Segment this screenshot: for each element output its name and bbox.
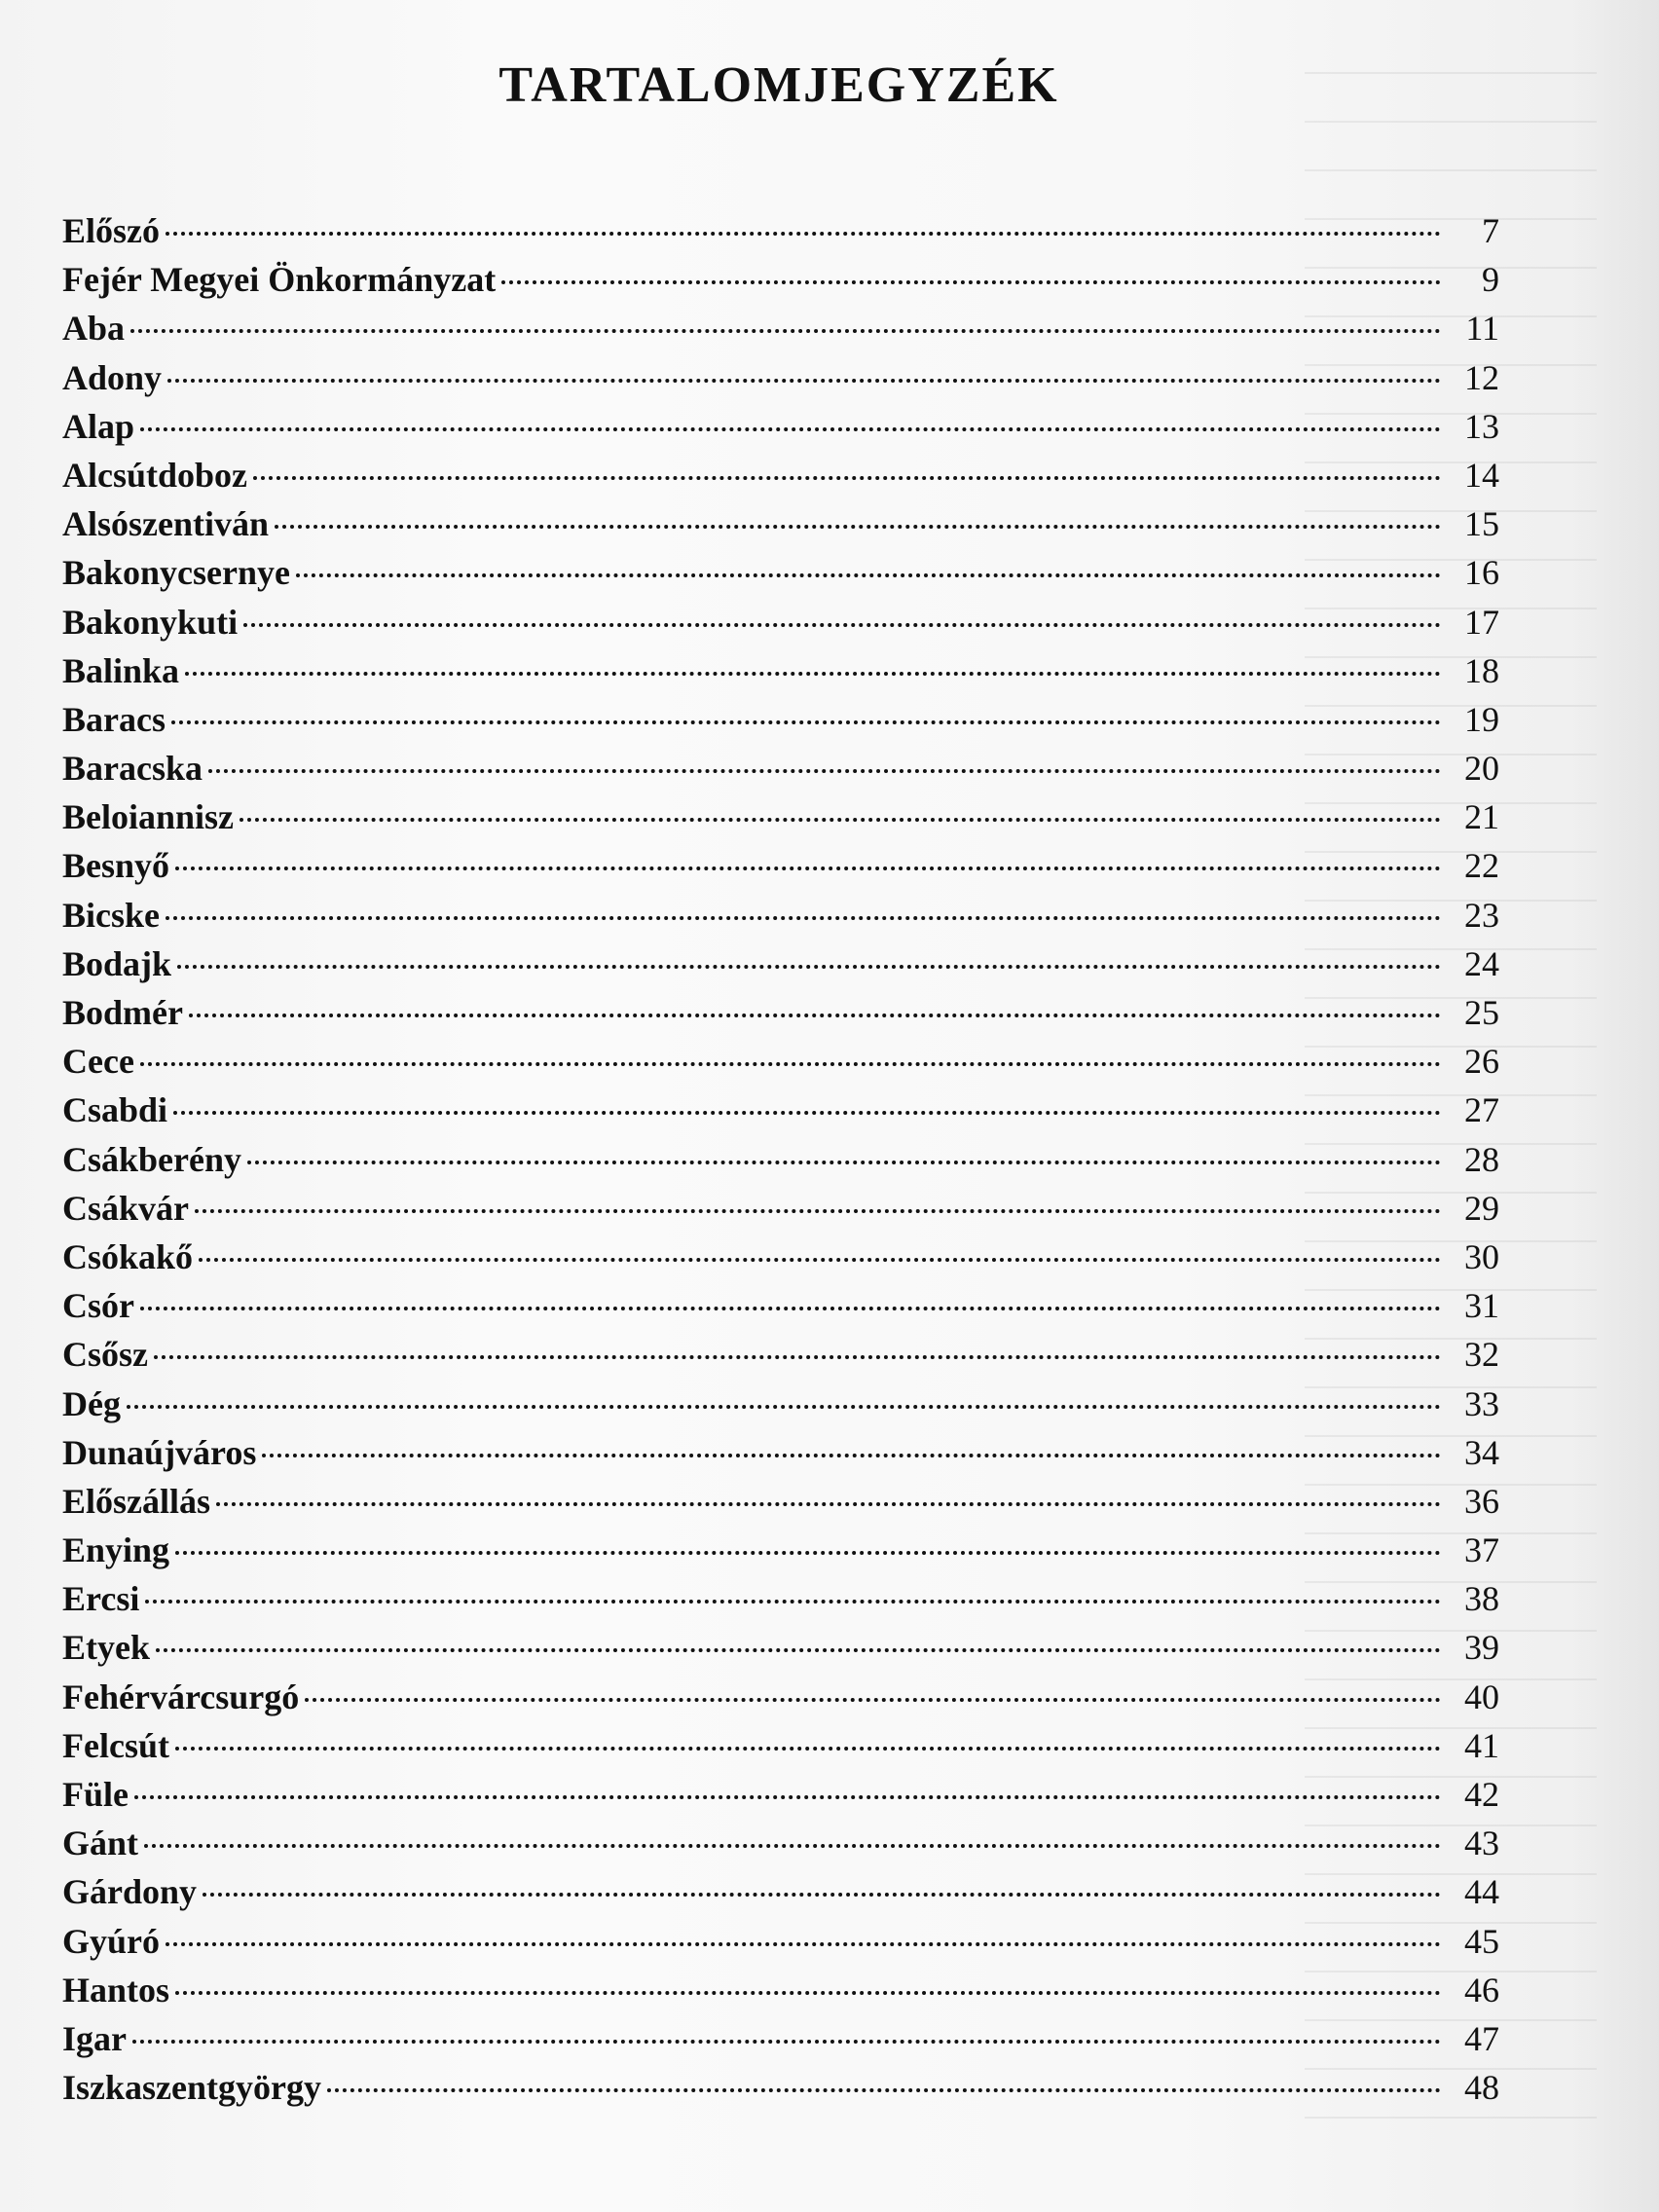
toc-entry [62,1917,1499,1966]
dot-leader [177,965,1441,969]
toc-entry-page-number: 15 [1464,504,1499,544]
dot-leader [130,329,1441,333]
toc-entry-page-number: 26 [1464,1042,1499,1082]
toc-entry [62,744,1499,793]
toc-entry-page-number: 19 [1464,699,1499,739]
dot-leader [140,1307,1441,1310]
toc-entry-name: Dunaújváros [62,1432,257,1472]
toc-entry-page-number: 43 [1464,1824,1499,1863]
toc-entry-page-number: 7 [1482,211,1499,250]
toc-entry-name: Csősz [62,1335,148,1375]
toc-entry-name: Ercsi [62,1579,140,1619]
dot-leader [208,769,1441,773]
toc-entry [62,402,1499,451]
dot-leader [134,1795,1441,1799]
toc-entry [62,1770,1499,1819]
toc-entry-name: Alcsútdoboz [62,455,248,495]
toc-entry [62,1966,1499,2014]
toc-entry [62,695,1499,744]
toc-entry-name: Csákberény [62,1139,242,1179]
toc-entry-page-number: 21 [1464,797,1499,837]
toc-entry [62,1819,1499,1867]
toc-entry-name: Felcsút [62,1725,169,1765]
toc-entry-name: Csór [62,1286,134,1326]
toc-entry-page-number: 32 [1464,1335,1499,1375]
dot-leader [154,1355,1441,1359]
dot-leader [132,2040,1441,2044]
toc-entry [62,1330,1499,1379]
toc-entry-name: Cece [62,1042,134,1082]
toc-entry-page-number: 13 [1464,406,1499,446]
toc-entry-name: Beloiannisz [62,797,235,837]
dot-leader [144,1844,1441,1848]
toc-entry-page-number: 24 [1464,943,1499,983]
toc-entry [62,1233,1499,1281]
dot-leader [175,866,1441,870]
toc-entry [62,1428,1499,1477]
toc-entry-name: Bicske [62,895,161,935]
toc-entry-page-number: 22 [1464,846,1499,886]
toc-entry-name: Iszkaszentgyörgy [62,2068,321,2108]
dot-leader [185,672,1441,676]
dot-leader [145,1600,1441,1604]
toc-entry-page-number: 29 [1464,1188,1499,1228]
toc-entry-name: Balinka [62,650,180,690]
toc-entry-page-number: 9 [1482,260,1499,300]
dot-leader [305,1698,1441,1702]
toc-entry [62,206,1499,255]
dot-leader [275,525,1441,529]
toc-entry-page-number: 16 [1464,553,1499,593]
dot-leader [173,1111,1441,1115]
toc-entry-page-number: 42 [1464,1775,1499,1814]
toc-entry [62,1477,1499,1526]
dot-leader [171,720,1441,724]
toc-entry [62,1623,1499,1672]
dot-leader [327,2088,1441,2092]
dot-leader [175,1747,1441,1751]
toc-entry [62,988,1499,1037]
toc-entry-page-number: 12 [1464,357,1499,397]
toc-entry-page-number: 18 [1464,650,1499,690]
toc-entry-name: Igar [62,2018,127,2058]
toc-entry-page-number: 11 [1465,309,1499,349]
toc-entry-page-number: 20 [1464,749,1499,789]
toc-entry-name: Besnyő [62,846,170,886]
toc-entry [62,1867,1499,1916]
dot-leader [240,818,1441,822]
toc-entry-page-number: 14 [1464,455,1499,495]
toc-entry-name: Bodajk [62,943,172,983]
toc-entry-name: Alsószentiván [62,504,270,544]
dot-leader [243,623,1441,627]
dot-leader [166,1942,1441,1946]
toc-entry-name: Baracs [62,699,166,739]
toc-entry [62,841,1499,890]
toc-entry [62,499,1499,548]
toc-entry [62,1135,1499,1184]
dot-leader [167,379,1441,383]
dot-leader [199,1258,1441,1262]
dot-leader [140,427,1441,431]
toc-entry-page-number: 36 [1464,1481,1499,1521]
toc-entry-page-number: 45 [1464,1921,1499,1961]
dot-leader [156,1648,1441,1652]
toc-entry [62,2063,1499,2112]
toc-entry [62,1574,1499,1623]
toc-entry-page-number: 41 [1464,1725,1499,1765]
toc-entry [62,646,1499,695]
toc-entry-page-number: 25 [1464,993,1499,1032]
toc-entry [62,451,1499,499]
toc-entry-name: Gyúró [62,1921,161,1961]
toc-entry-name: Gárdony [62,1872,198,1912]
toc-entry-name: Füle [62,1775,129,1814]
dot-leader [175,1991,1441,1995]
page-edge-shadow [1571,0,1659,2212]
dot-leader [296,573,1441,577]
toc-entry-name: Enying [62,1530,170,1570]
dot-leader [195,1209,1441,1213]
toc-entry [62,2014,1499,2063]
toc-entry-name: Bakonykuti [62,602,239,642]
toc-entry [62,353,1499,402]
toc-entry-page-number: 38 [1464,1579,1499,1619]
toc-entry-page-number: 34 [1464,1432,1499,1472]
toc-entry-name: Aba [62,309,126,349]
toc-entry-page-number: 37 [1464,1530,1499,1570]
toc-entry-page-number: 40 [1464,1677,1499,1716]
toc-entry [62,255,1499,304]
toc-entry-page-number: 28 [1464,1139,1499,1179]
toc-entry [62,1086,1499,1134]
table-of-contents [62,206,1499,2112]
toc-entry-name: Bakonycsernye [62,553,290,593]
dot-leader [501,280,1441,284]
toc-entry-page-number: 46 [1464,1970,1499,2009]
toc-entry [62,793,1499,841]
dot-leader [166,916,1441,920]
toc-entry [62,940,1499,988]
toc-entry-name: Hantos [62,1970,170,2009]
toc-entry-page-number: 33 [1464,1383,1499,1423]
toc-entry [62,1721,1499,1770]
dot-leader [166,232,1441,236]
toc-entry [62,1673,1499,1721]
toc-entry [62,304,1499,352]
dot-leader [253,476,1441,480]
toc-entry-name: Fehérvárcsurgó [62,1677,300,1716]
dot-leader [262,1454,1441,1457]
dot-leader [247,1161,1441,1164]
dot-leader [203,1893,1441,1897]
page-title: TARTALOMJEGYZÉK [498,57,1059,113]
toc-entry [62,598,1499,646]
dot-leader [216,1502,1441,1506]
toc-entry [62,1281,1499,1330]
toc-entry-name: Dég [62,1383,121,1423]
toc-entry-name: Baracska [62,749,203,789]
toc-entry [62,1184,1499,1233]
toc-entry-page-number: 47 [1464,2018,1499,2058]
toc-entry-page-number: 39 [1464,1628,1499,1668]
toc-entry-page-number: 31 [1464,1286,1499,1326]
toc-entry [62,548,1499,597]
toc-entry-name: Gánt [62,1824,139,1863]
toc-entry-name: Fejér Megyei Önkormányzat [62,260,497,300]
toc-entry-page-number: 27 [1464,1090,1499,1130]
toc-entry-name: Csabdi [62,1090,168,1130]
toc-entry-name: Alap [62,406,135,446]
toc-entry [62,891,1499,940]
dot-leader [189,1014,1441,1017]
toc-entry-name: Adony [62,357,163,397]
toc-entry-page-number: 23 [1464,895,1499,935]
toc-entry [62,1526,1499,1574]
toc-entry-page-number: 30 [1464,1236,1499,1276]
toc-entry-page-number: 44 [1464,1872,1499,1912]
toc-entry-name: Etyek [62,1628,150,1668]
toc-entry [62,1380,1499,1428]
toc-entry-page-number: 17 [1464,602,1499,642]
toc-entry-name: Csákvár [62,1188,190,1228]
toc-entry-name: Előszállás [62,1481,211,1521]
toc-entry-name: Előszó [62,211,161,250]
dot-leader [140,1062,1441,1066]
dot-leader [127,1405,1441,1409]
toc-entry-name: Bodmér [62,993,183,1032]
toc-entry-name: Csókakő [62,1236,194,1276]
dot-leader [175,1551,1441,1555]
toc-entry [62,1037,1499,1086]
toc-entry-page-number: 48 [1464,2068,1499,2108]
